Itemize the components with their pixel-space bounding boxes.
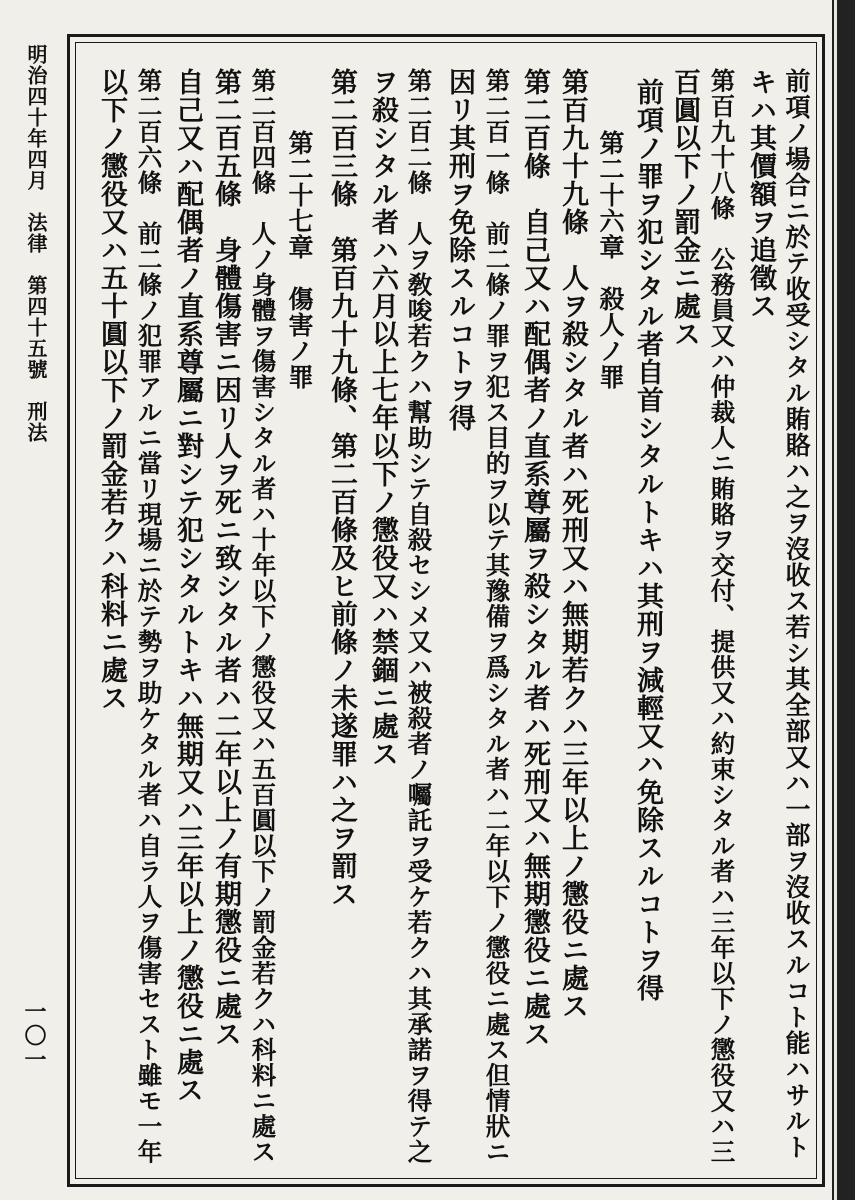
text-column: 第二百條 自己又ハ配偶者ノ直系尊屬ヲ殺シタル者ハ死刑又ハ無期懲役ニ處ス [519,68,550,1048]
running-head: 明治四十年四月 法律 第四十五號 刑法 [24,44,48,443]
text-column: 百圓以下ノ罰金ニ處ス [669,68,700,348]
chapter-heading: 第二十七章 傷害ノ罪 [285,130,314,390]
text-column: 第二百一條 前二條ノ罪ヲ犯ス目的ヲ以テ其豫備ヲ爲シタル者ハ二年以下ノ懲役ニ處ス但情狀ニ [482,68,512,1165]
text-column: 第百九十九條 人ヲ殺シタル者ハ死刑又ハ無期若クハ三年以上ノ懲役ニ處ス [557,68,588,1020]
text-column: 第二百三條 第百九十九條、第二百條及ヒ前條ノ未遂罪ハ之ヲ罰ス [326,68,357,908]
page-number: 一〇一 [21,1000,47,1072]
text-column: 第二百四條 人ノ身體ヲ傷害シタル者ハ十年以下ノ懲役又ハ五百圓以下ノ罰金若クハ科料ニ處ス [248,68,278,1165]
text-column: 因リ其刑ヲ免除スルコトヲ得 [444,68,475,432]
text-column: ヲ殺シタル者ハ六月以上七年以下ノ懲役又ハ禁錮ニ處ス [367,68,398,768]
text-column: 前項ノ場合ニ於テ收受シタル賄賂ハ之ヲ沒收ス若シ其全部又ハ一部ヲ沒收スルコト能ハサルト [782,68,811,1160]
text-column: 第二百二條 人ヲ敎唆若クハ幫助シテ自殺セシメ又ハ被殺者ノ囑託ヲ受ケ若クハ其承諾ヲ得テ之 [404,68,434,1165]
text-column: 第百九十八條 公務員又ハ仲裁人ニ賄賂ヲ交付、提供又ハ約束シタル者ハ三年以下ノ懲役又ハ三 [707,68,737,1165]
page-edge [832,0,855,1200]
text-column: 第二百六條 前二條ノ犯罪アルニ當リ現場ニ於テ勢ヲ助ケタル者ハ自ラ人ヲ傷害セスト雖モ一年 [134,68,164,1165]
text-column: 前項ノ罪ヲ犯シタル者自首シタルトキハ其刑ヲ減輕又ハ免除スルコトヲ得 [632,78,663,1002]
text-column: 以下ノ懲役又ハ五十圓以下ノ罰金若クハ科料ニ處ス [96,68,127,712]
chapter-heading: 第二十六章 殺人ノ罪 [596,130,625,390]
text-column: 第二百五條 身體傷害ニ因リ人ヲ死ニ致シタル者ハ二年以上ノ有期懲役ニ處ス [210,68,241,1048]
text-column: キハ其價額ヲ追徵ス [745,68,776,320]
text-column: 自己又ハ配偶者ノ直系尊屬ニ對シテ犯シタルトキハ無期又ハ三年以上ノ懲役ニ處ス [172,68,203,1104]
